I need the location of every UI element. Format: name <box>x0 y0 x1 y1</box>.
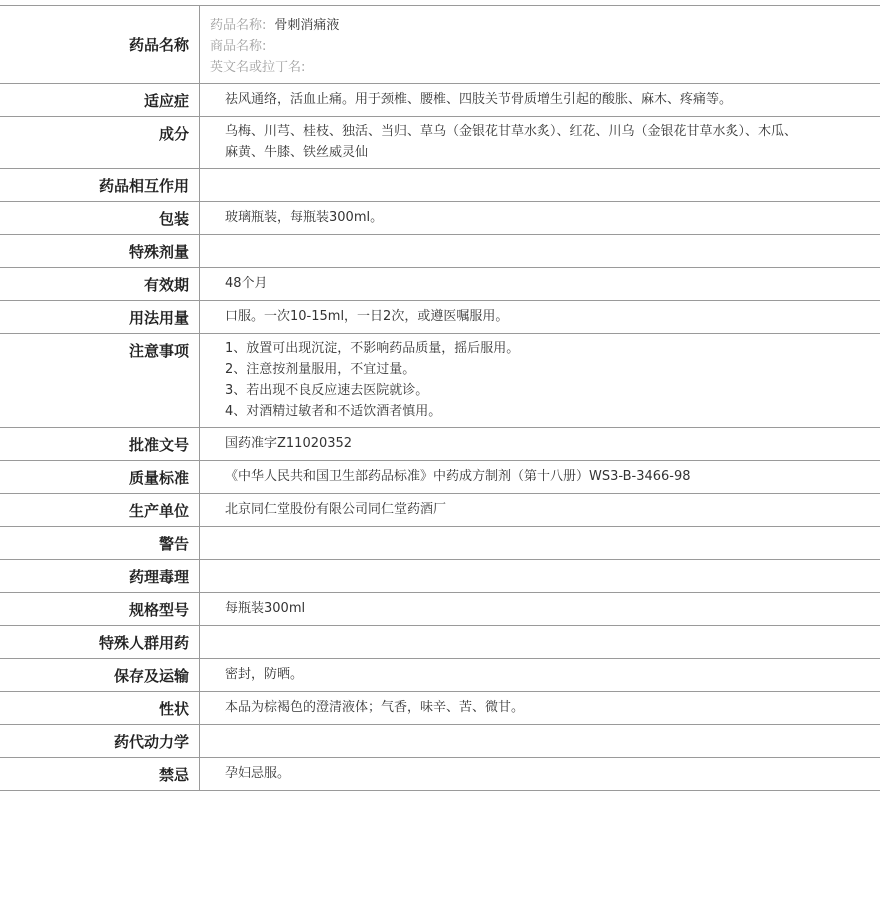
interactions-value <box>200 169 880 201</box>
properties-row <box>0 692 880 725</box>
pharmacology-value <box>200 560 880 592</box>
usage-row <box>0 301 880 334</box>
package-row <box>0 202 880 235</box>
indications-row <box>0 84 880 117</box>
generic-name-value: 骨刺消痛液 <box>274 18 340 33</box>
notes-row <box>0 334 880 428</box>
note-item: 1、放置可出现沉淀，不影响药品质量，摇后服用。 <box>225 341 520 356</box>
ingredients-label: 成分 <box>0 117 200 168</box>
standard-label: 质量标准 <box>0 461 200 493</box>
storage-value: 密封，防晒。 <box>225 667 304 682</box>
manufacturer-label: 生产单位 <box>0 494 200 526</box>
properties-value: 本品为棕褐色的澄清液体；气香，味辛、苦、微甘。 <box>225 700 525 715</box>
properties-label: 性状 <box>0 692 200 724</box>
approval-value: 国药准字Z11020352 <box>225 436 353 451</box>
special-dosage-label: 特殊剂量 <box>0 235 200 267</box>
special-dosage-value <box>200 235 880 267</box>
special-groups-value <box>200 626 880 658</box>
indications-value: 祛风通络，活血止痛。用于颈椎、腰椎、四肢关节骨质增生引起的酸胀、麻木、疼痛等。 <box>225 92 733 107</box>
shelf-life-label: 有效期 <box>0 268 200 300</box>
pharmacology-label: 药理毒理 <box>0 560 200 592</box>
product-name-label: 药品名称 <box>0 6 200 83</box>
generic-name-line <box>210 15 880 36</box>
note-item: 4、对酒精过敏者和不适饮酒者慎用。 <box>225 404 442 419</box>
approval-label: 批准文号 <box>0 428 200 460</box>
contraindications-label: 禁忌 <box>0 758 200 790</box>
note-item: 2、注意按剂量服用，不宜过量。 <box>225 362 416 377</box>
approval-row <box>0 428 880 461</box>
pharmacology-row <box>0 560 880 593</box>
standard-row <box>0 461 880 494</box>
trade-name-label: 商品名称: <box>210 39 267 54</box>
special-groups-label: 特殊人群用药 <box>0 626 200 658</box>
pharmacokinetics-row <box>0 725 880 758</box>
storage-label: 保存及运输 <box>0 659 200 691</box>
special-groups-row <box>0 626 880 659</box>
generic-name-label: 药品名称: <box>210 18 267 33</box>
package-label: 包装 <box>0 202 200 234</box>
warning-label: 警告 <box>0 527 200 559</box>
manufacturer-value: 北京同仁堂股份有限公司同仁堂药酒厂 <box>225 502 447 517</box>
shelf-life-value: 48个月 <box>225 276 268 291</box>
spec-label: 规格型号 <box>0 593 200 625</box>
ingredients-row <box>0 117 880 169</box>
special-dosage-row <box>0 235 880 268</box>
drug-spec-table <box>0 5 880 791</box>
manufacturer-row <box>0 494 880 527</box>
interactions-row <box>0 169 880 202</box>
indications-label: 适应症 <box>0 84 200 116</box>
product-name-value <box>200 6 880 83</box>
note-item: 3、若出现不良反应速去医院就诊。 <box>225 383 429 398</box>
warning-value <box>200 527 880 559</box>
notes-label: 注意事项 <box>0 334 200 427</box>
spec-value: 每瓶装300ml <box>225 601 306 616</box>
product-name-row <box>0 6 880 84</box>
standard-value: 《中华人民共和国卫生部药品标准》中药成方制剂（第十八册）WS3-B-3466-98 <box>225 469 691 484</box>
contraindications-row <box>0 758 880 791</box>
ingredients-value: 乌梅、川芎、桂枝、独活、当归、草乌（金银花甘草水炙）、红花、川乌（金银花甘草水炙）、木瓜、麻黄、牛膝、铁丝威灵仙 <box>225 124 798 160</box>
english-name-label: 英文名或拉丁名: <box>210 60 306 75</box>
contraindications-value: 孕妇忌服。 <box>225 766 291 781</box>
interactions-label: 药品相互作用 <box>0 169 200 201</box>
warning-row <box>0 527 880 560</box>
usage-value: 口服。一次10-15ml，一日2次，或遵医嘱服用。 <box>225 309 509 324</box>
usage-label: 用法用量 <box>0 301 200 333</box>
shelf-life-row <box>0 268 880 301</box>
storage-row <box>0 659 880 692</box>
pharmacokinetics-value <box>200 725 880 757</box>
pharmacokinetics-label: 药代动力学 <box>0 725 200 757</box>
notes-value <box>200 334 880 427</box>
spec-row <box>0 593 880 626</box>
package-value: 玻璃瓶装，每瓶装300ml。 <box>225 210 384 225</box>
